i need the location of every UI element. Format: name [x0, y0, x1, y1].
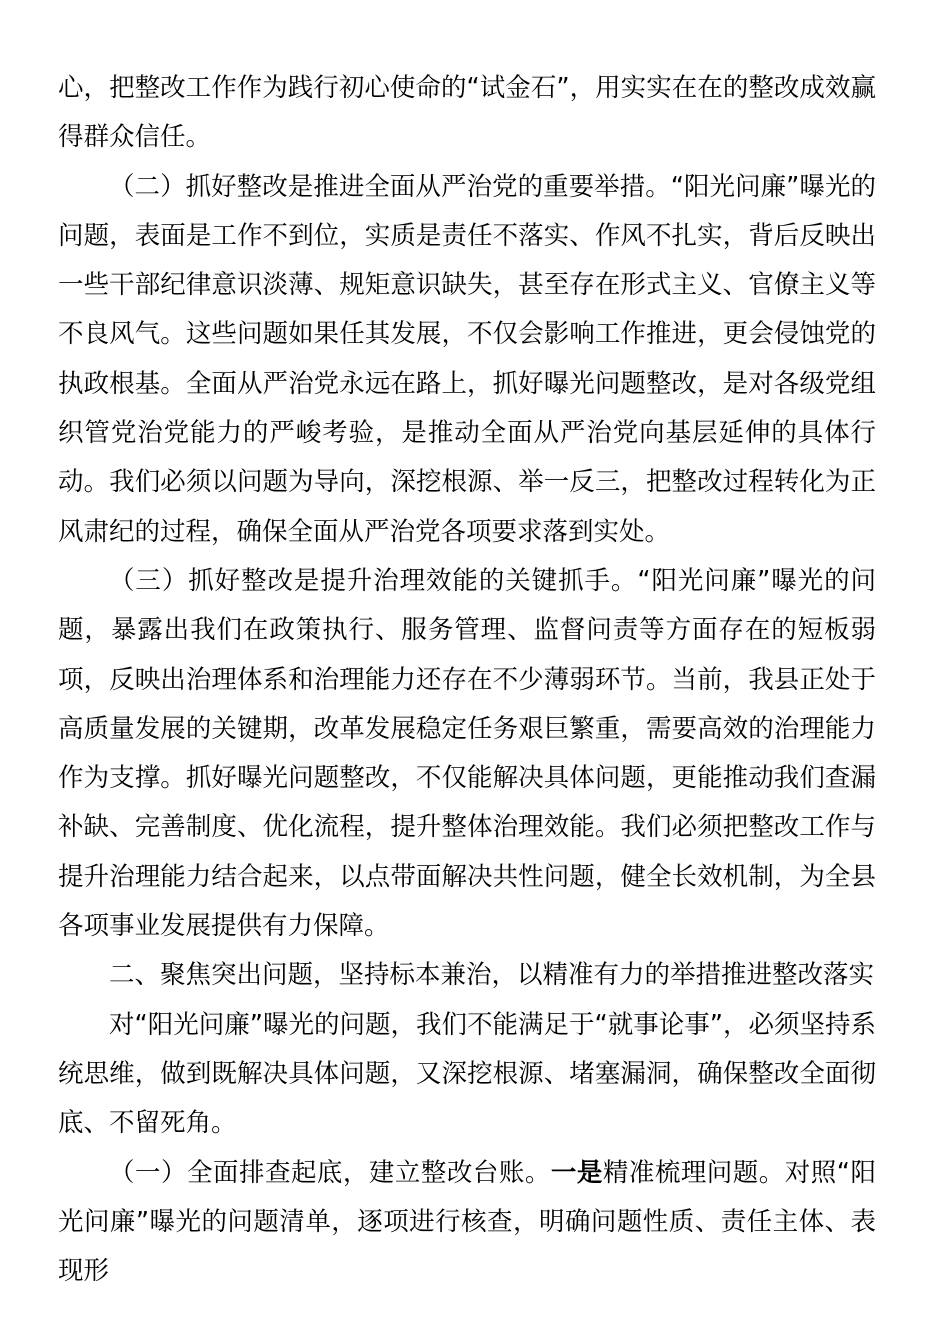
- paragraph-subsection-one: [58, 1149, 876, 1297]
- subsection-lead: （一）全面排查起底，建立整改台账。: [109, 1157, 551, 1188]
- paragraph-section-three: （三）抓好整改是提升治理效能的关键抓手。“阳光问廉”曝光的问题，暴露出我们在政策执行、服务管理、监督问责等方面存在的短板弱项，反映出治理体系和治理能力还存在不少薄弱环节。当前，我县正处于高质量发展的关键期，改革发展稳定任务艰巨繁重，需要高效的治理能力作为支撑。抓好曝光问题整改，不仅能解决具体问题，更能推动我们查漏补缺、完善制度、优化流程，提升整体治理效能。我们必须把整改工作与提升治理能力结合起来，以点带面解决共性问题，健全长效机制，为全县各项事业发展提供有力保障。: [58, 565, 876, 942]
- paragraph-section-two: （二）抓好整改是推进全面从严治党的重要举措。“阳光问廉”曝光的问题，表面是工作不到位，实质是责任不落实、作风不扎实，背后反映出一些干部纪律意识淡薄、规矩意识缺失，甚至存在形式主义、官僚主义等不良风气。这些问题如果任其发展，不仅会影响工作推进，更会侵蚀党的执政根基。全面从严治党永远在路上，抓好曝光问题整改，是对各级党组织管党治党能力的严峻考验，是推动全面从严治党向基层延伸的具体行动。我们必须以问题为导向，深挖根源、举一反三，把整改过程转化为正风肃纪的过程，确保全面从严治党各项要求落到实处。: [58, 171, 876, 547]
- bold-label: 一是: [550, 1157, 603, 1188]
- subsection-body: 精准梳理问题。对照“阳光问廉”曝光的问题清单，逐项进行核查，明确问题性质、责任主体、表现形: [58, 1157, 876, 1287]
- section-heading: 二、聚焦突出问题，坚持标本兼治，以精准有力的举措推进整改落实: [109, 960, 875, 991]
- paragraph-intro: 对“阳光问廉”曝光的问题，我们不能满足于“就事论事”，必须坚持系统思维，做到既解决具体问题，又深挖根源、堵塞漏洞，确保整改全面彻底、不留死角。: [58, 1009, 876, 1139]
- paragraph-continuation: 心，把整改工作作为践行初心使命的“试金石”，用实实在在的整改成效赢得群众信任。: [58, 73, 876, 153]
- document-page: [58, 64, 876, 1296]
